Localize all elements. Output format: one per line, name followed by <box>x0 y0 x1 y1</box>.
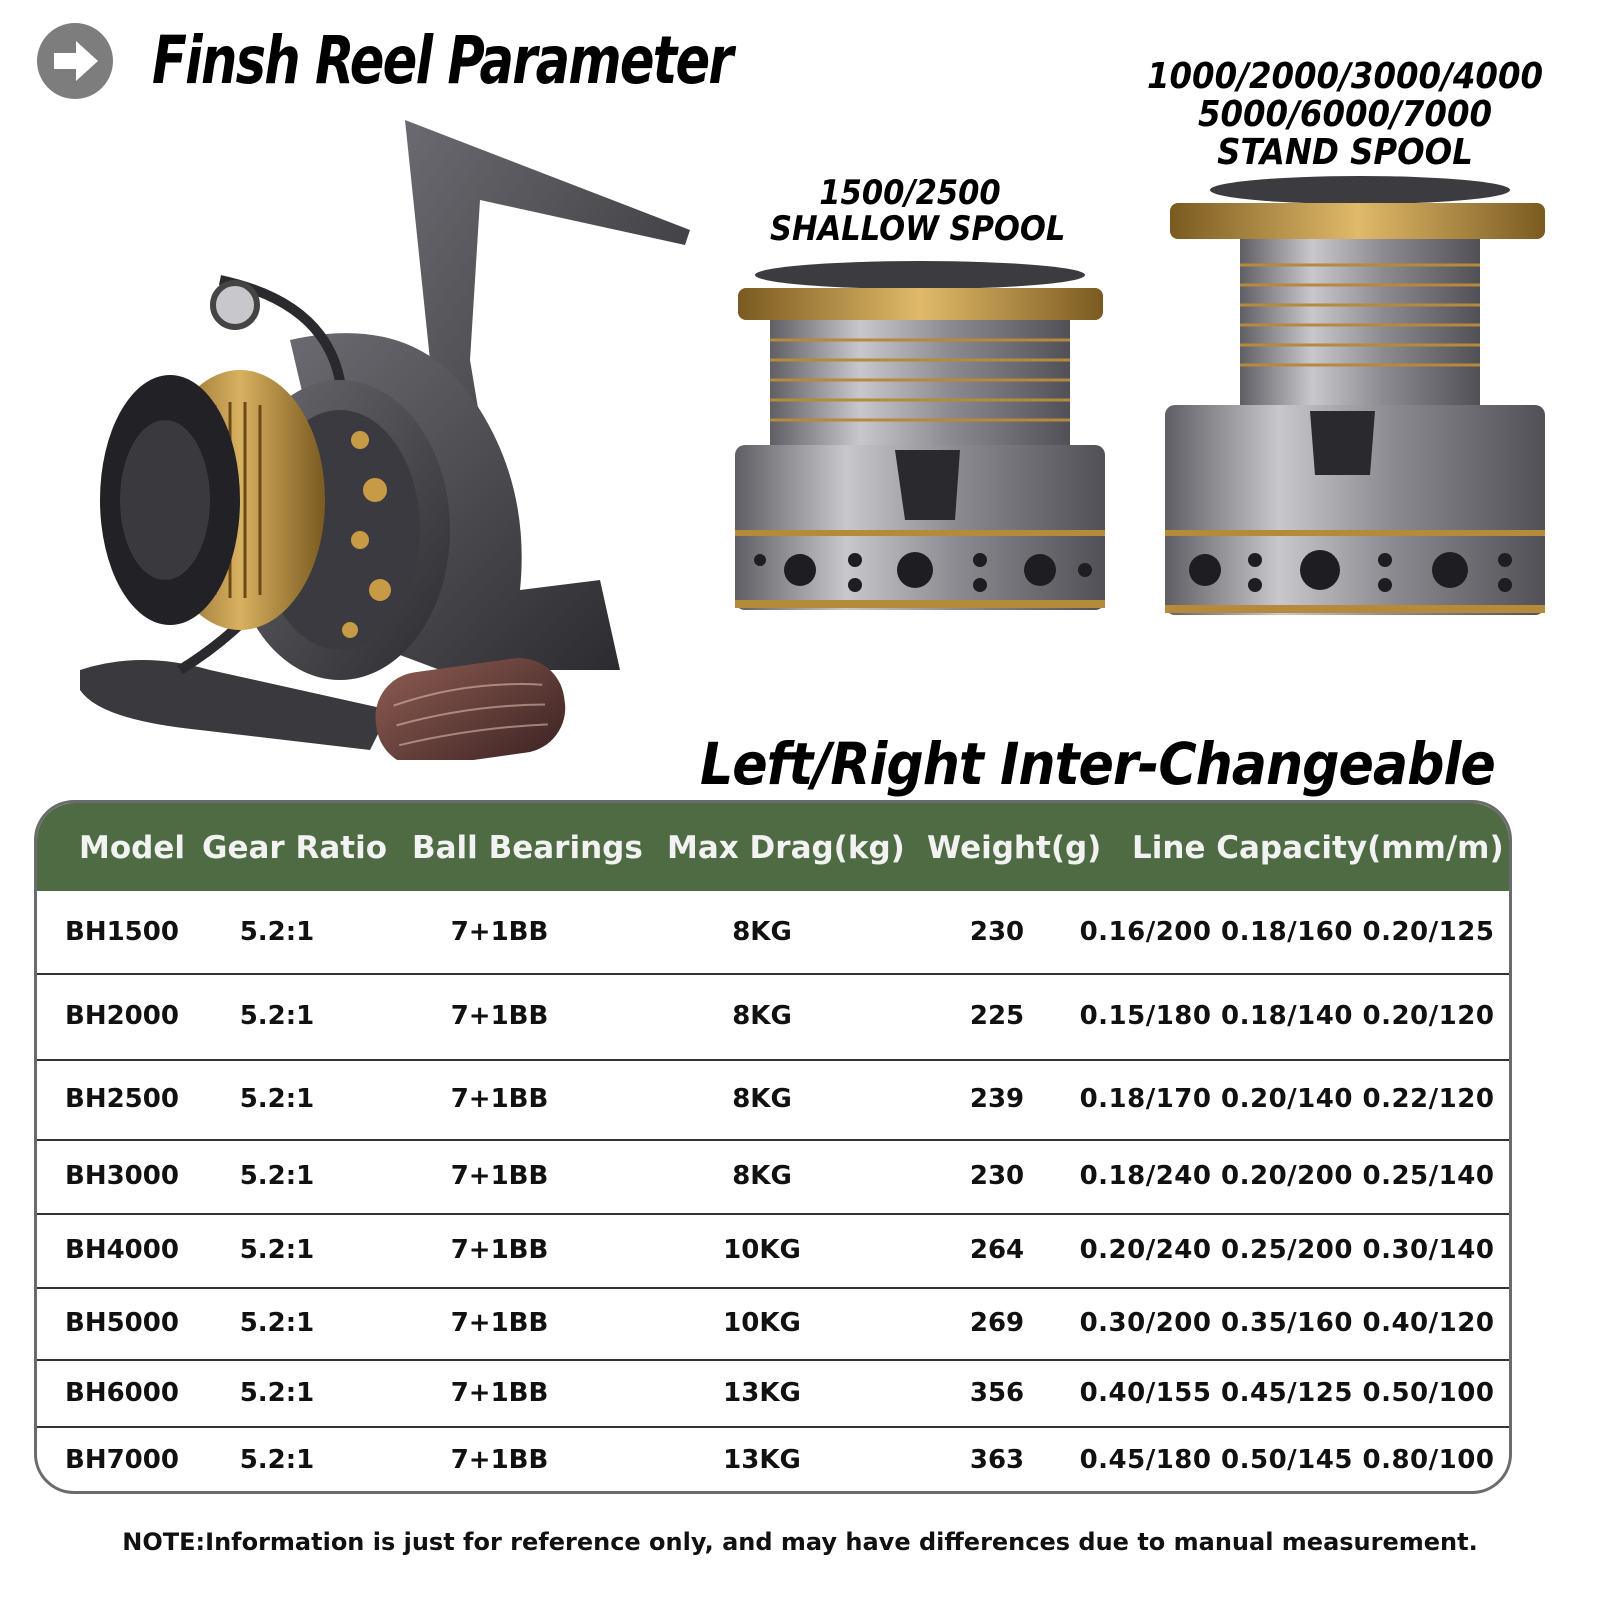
cell-max-drag: 8KG <box>732 1084 792 1114</box>
cell-model: BH3000 <box>65 1161 179 1191</box>
cell-line-capacity: 0.40/155 0.45/125 0.50/100 <box>1079 1377 1495 1408</box>
cell-model: BH7000 <box>65 1445 179 1475</box>
cell-max-drag: 10KG <box>723 1308 801 1338</box>
shallow-spool-sizes: 1500/2500 <box>819 173 1001 213</box>
cell-ball-bearings: 7+1BB <box>450 1445 549 1475</box>
table-row <box>37 1426 1509 1494</box>
cell-model: BH1500 <box>65 917 179 947</box>
cell-gear-ratio: 5.2:1 <box>239 1445 315 1475</box>
cell-gear-ratio: 5.2:1 <box>239 1001 315 1031</box>
cell-model: BH5000 <box>65 1308 179 1338</box>
cell-line-capacity: 0.30/200 0.35/160 0.40/120 <box>1079 1308 1495 1338</box>
cell-line-capacity: 0.15/180 0.18/140 0.20/120 <box>1079 1001 1495 1031</box>
cell-weight: 264 <box>969 1235 1025 1265</box>
cell-ball-bearings: 7+1BB <box>450 1377 549 1408</box>
spinning-reel-image <box>60 110 710 760</box>
cell-max-drag: 8KG <box>732 1161 792 1191</box>
col-header-weight: Weight(g) <box>927 830 1102 866</box>
page-title: Finsh Reel Parameter <box>152 22 732 99</box>
cell-gear-ratio: 5.2:1 <box>239 1308 315 1338</box>
cell-gear-ratio: 5.2:1 <box>239 1161 315 1191</box>
table-row <box>37 973 1509 1061</box>
cell-weight: 363 <box>969 1445 1025 1475</box>
cell-gear-ratio: 5.2:1 <box>239 917 315 947</box>
table-row <box>37 1287 1509 1361</box>
cell-model: BH2500 <box>65 1084 179 1114</box>
cell-ball-bearings: 7+1BB <box>450 1161 549 1191</box>
cell-ball-bearings: 7+1BB <box>450 1084 549 1114</box>
cell-model: BH2000 <box>65 1001 179 1031</box>
cell-max-drag: 8KG <box>732 1001 792 1031</box>
col-header-line-capacity: Line Capacity(mm/m) <box>1132 830 1504 866</box>
cell-gear-ratio: 5.2:1 <box>239 1377 315 1408</box>
shallow-spool-label: SHALLOW SPOOL <box>770 208 1066 249</box>
cell-line-capacity: 0.18/240 0.20/200 0.25/140 <box>1079 1161 1495 1191</box>
stand-spool-caption <box>1140 58 1550 171</box>
spec-table <box>34 800 1512 1494</box>
stand-spool-image <box>1160 175 1550 625</box>
stand-spool-sizes-2: 5000/6000/7000 <box>1197 93 1493 135</box>
shallow-spool-image <box>730 260 1110 620</box>
table-row <box>37 1359 1509 1428</box>
right-arrow-icon <box>36 22 114 100</box>
cell-weight: 269 <box>969 1308 1025 1338</box>
cell-line-capacity: 0.20/240 0.25/200 0.30/140 <box>1079 1235 1495 1265</box>
table-row <box>37 1139 1509 1215</box>
interchangeable-heading: Left/Right Inter-Changeable <box>700 730 1495 798</box>
disclaimer-note: NOTE:Information is just for reference only, and may have differences due to manual measurement. <box>122 1528 1478 1556</box>
col-header-gear-ratio: Gear Ratio <box>202 830 388 866</box>
cell-weight: 225 <box>969 1001 1025 1031</box>
cell-line-capacity: 0.18/170 0.20/140 0.22/120 <box>1079 1084 1495 1114</box>
cell-ball-bearings: 7+1BB <box>450 1001 549 1031</box>
cell-line-capacity: 0.16/200 0.18/160 0.20/125 <box>1079 917 1495 947</box>
table-row <box>37 891 1509 975</box>
cell-gear-ratio: 5.2:1 <box>239 1084 315 1114</box>
cell-weight: 356 <box>969 1377 1025 1408</box>
cell-weight: 230 <box>969 917 1025 947</box>
cell-ball-bearings: 7+1BB <box>450 1235 549 1265</box>
cell-ball-bearings: 7+1BB <box>450 917 549 947</box>
col-header-ball-bearings: Ball Bearings <box>412 830 643 866</box>
col-header-model: Model <box>79 830 185 866</box>
cell-max-drag: 10KG <box>723 1235 801 1265</box>
table-row <box>37 1213 1509 1289</box>
stand-spool-sizes-1: 1000/2000/3000/4000 <box>1146 56 1544 97</box>
cell-ball-bearings: 7+1BB <box>450 1308 549 1338</box>
cell-max-drag: 13KG <box>723 1377 801 1408</box>
table-row <box>37 1059 1509 1141</box>
col-header-max-drag: Max Drag(kg) <box>667 830 905 866</box>
cell-gear-ratio: 5.2:1 <box>239 1235 315 1265</box>
cell-max-drag: 13KG <box>723 1445 801 1475</box>
cell-weight: 230 <box>969 1161 1025 1191</box>
cell-model: BH6000 <box>65 1377 179 1408</box>
table-header <box>37 803 1509 891</box>
cell-line-capacity: 0.45/180 0.50/145 0.80/100 <box>1079 1445 1495 1475</box>
cell-max-drag: 8KG <box>732 917 792 947</box>
shallow-spool-caption <box>770 173 1066 249</box>
cell-weight: 239 <box>969 1084 1025 1114</box>
cell-model: BH4000 <box>65 1235 179 1265</box>
stand-spool-label: STAND SPOOL <box>1217 131 1473 173</box>
